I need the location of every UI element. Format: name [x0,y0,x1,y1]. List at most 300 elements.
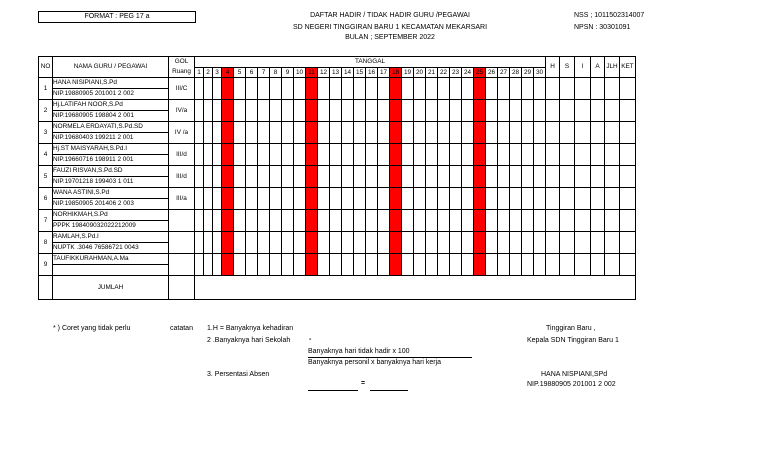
employee-gol: III/a [169,188,195,210]
day-header: 26 [486,68,498,78]
summary-cell [575,188,591,210]
summary-cell [575,210,591,232]
day-header: 18 [390,68,402,78]
attendance-cell [282,188,294,210]
attendance-cell [498,144,510,166]
attendance-cell [234,100,246,122]
attendance-cell [462,100,474,122]
attendance-cell [366,232,378,254]
sunday-cell [390,78,402,100]
attendance-cell [462,122,474,144]
attendance-cell [213,210,222,232]
day-header: 7 [258,68,270,78]
attendance-cell [204,100,213,122]
sunday-cell [474,254,486,276]
attendance-cell [246,166,258,188]
employee-name: NORHIKMAH,S.Pd [53,210,169,221]
attendance-cell [354,122,366,144]
summary-cell [546,232,560,254]
table-row [39,144,636,155]
employee-name: HANA NISIPIANI,S.Pd [53,78,169,89]
total-label: JUMLAH [53,276,169,300]
summary-cell [560,122,575,144]
format-label: FORMAT : PEG 17 a [84,13,150,20]
attendance-cell [534,210,546,232]
attendance-cell [366,100,378,122]
row-number: 1 [39,78,53,100]
attendance-cell [204,122,213,144]
attendance-cell [330,232,342,254]
table-row [39,100,636,111]
attendance-cell [414,210,426,232]
attendance-cell [213,78,222,100]
sunday-cell [222,144,234,166]
attendance-cell [510,232,522,254]
attendance-cell [450,100,462,122]
attendance-cell [294,254,306,276]
attendance-cell [270,210,282,232]
sunday-cell [474,78,486,100]
attendance-cell [270,100,282,122]
school-name: SD NEGERI TINGGIRAN BARU 1 KECAMATAN MEKARSARI [292,24,488,31]
summary-cell [546,188,560,210]
attendance-cell [195,232,204,254]
blank-line-right [370,390,408,391]
attendance-cell [414,188,426,210]
day-header: 28 [510,68,522,78]
attendance-cell [486,122,498,144]
attendance-cell [354,232,366,254]
sunday-cell [222,166,234,188]
attendance-cell [450,144,462,166]
attendance-cell [498,166,510,188]
summary-cell [620,78,636,100]
attendance-cell [354,188,366,210]
attendance-cell [342,188,354,210]
attendance-cell [354,78,366,100]
attendance-cell [510,100,522,122]
sunday-cell [306,254,318,276]
sunday-cell [306,100,318,122]
attendance-cell [270,232,282,254]
sunday-cell [222,210,234,232]
attendance-cell [402,210,414,232]
attendance-cell [414,232,426,254]
table-row [39,78,636,89]
day-header: 20 [414,68,426,78]
employee-nip [53,265,169,276]
attendance-cell [258,210,270,232]
summary-cell [591,232,605,254]
total-values-cell [195,276,636,300]
attendance-cell [366,210,378,232]
attendance-cell [204,232,213,254]
summary-cell [546,78,560,100]
attendance-cell [498,78,510,100]
attendance-cell [510,166,522,188]
header-row [39,57,636,68]
day-header: 16 [366,68,378,78]
total-row [39,276,636,300]
employee-nip: NIP.19850905 201406 2 003 [53,199,169,210]
attendance-cell [522,78,534,100]
attendance-cell [318,254,330,276]
summary-cell [560,188,575,210]
attendance-cell [294,188,306,210]
attendance-cell [234,78,246,100]
attendance-cell [234,122,246,144]
table-row [39,232,636,243]
attendance-cell [330,100,342,122]
table-row [39,122,636,133]
day-header: 1 [195,68,204,78]
employee-gol: III/C [169,78,195,100]
attendance-cell [318,144,330,166]
col-header-summary: H [546,57,560,78]
attendance-cell [318,78,330,100]
sunday-cell [390,122,402,144]
attendance-cell [258,188,270,210]
sunday-cell [306,188,318,210]
attendance-cell [318,232,330,254]
row-number: 9 [39,254,53,276]
attendance-cell [522,100,534,122]
row-number: 7 [39,210,53,232]
summary-cell [620,100,636,122]
nss-label: NSS ; 1011502314007 [574,12,645,19]
summary-cell [620,122,636,144]
attendance-cell [294,78,306,100]
day-header: 19 [402,68,414,78]
col-header-ruang: Ruang [169,68,195,78]
table-row [39,210,636,221]
attendance-cell [204,78,213,100]
attendance-cell [246,188,258,210]
attendance-cell [342,78,354,100]
attendance-cell [195,210,204,232]
attendance-cell [498,232,510,254]
attendance-cell [342,144,354,166]
blank-line-left [308,390,358,391]
attendance-cell [213,166,222,188]
attendance-cell [246,122,258,144]
sunday-cell [390,210,402,232]
attendance-cell [426,144,438,166]
attendance-cell [378,144,390,166]
employee-name: NORMELA ERDAYATI,S.Pd.SD [53,122,169,133]
attendance-cell [282,232,294,254]
day-header: 11 [306,68,318,78]
attendance-cell [510,144,522,166]
attendance-cell [195,78,204,100]
attendance-cell [462,210,474,232]
attendance-cell [204,144,213,166]
total-gol-cell [169,276,195,300]
attendance-cell [318,100,330,122]
catatan-label: catatan [170,325,193,332]
attendance-cell [258,232,270,254]
attendance-cell [258,100,270,122]
note-persentasi-absen: 3. Persentasi Absen [207,371,270,378]
attendance-cell [522,166,534,188]
attendance-cell [294,210,306,232]
employee-name: WANA ASTINI,S.Pd [53,188,169,199]
sunday-cell [306,122,318,144]
attendance-cell [270,78,282,100]
employee-name: RAMLAH,S.Pd.I [53,232,169,243]
attendance-cell [438,188,450,210]
employee-nip: NIP.19680403 199211 2 001 [53,133,169,144]
attendance-cell [402,100,414,122]
sunday-cell [474,122,486,144]
attendance-cell [486,210,498,232]
attendance-cell [246,210,258,232]
sunday-cell [222,188,234,210]
attendance-cell [450,122,462,144]
attendance-cell [330,144,342,166]
employee-name: TAUFIKKURAHMAN,A.Ma [53,254,169,265]
attendance-cell [438,232,450,254]
sunday-cell [474,188,486,210]
day-header: 4 [222,68,234,78]
day-header: 27 [498,68,510,78]
sunday-cell [222,78,234,100]
attendance-cell [378,166,390,188]
day-header: 23 [450,68,462,78]
summary-cell [575,78,591,100]
employee-nip: NIP.19701218 199403 1 011 [53,177,169,188]
employee-nip: NIP.19660716 198911 2 001 [53,155,169,166]
attendance-cell [204,254,213,276]
summary-cell [546,166,560,188]
attendance-cell [258,166,270,188]
summary-cell [620,188,636,210]
format-label-box [38,11,196,23]
day-header: 14 [342,68,354,78]
attendance-cell [522,210,534,232]
attendance-cell [498,254,510,276]
col-header-tanggal: TANGGAL [195,57,546,68]
sunday-cell [390,232,402,254]
attendance-cell [414,100,426,122]
employee-gol [169,232,195,254]
employee-gol: III/d [169,166,195,188]
summary-cell [620,254,636,276]
summary-cell [620,144,636,166]
attendance-cell [258,122,270,144]
summary-cell [546,210,560,232]
attendance-cell [498,188,510,210]
attendance-cell [402,78,414,100]
summary-cell [591,144,605,166]
attendance-cell [378,232,390,254]
attendance-cell [462,144,474,166]
employee-gol [169,210,195,232]
summary-cell [591,78,605,100]
col-header-gol: GOL [169,57,195,68]
attendance-cell [522,122,534,144]
signature-name: HANA NISPIANI,SPd [541,371,608,378]
summary-cell [546,122,560,144]
attendance-cell [294,122,306,144]
summary-cell [546,254,560,276]
attendance-cell [330,254,342,276]
sunday-cell [390,188,402,210]
row-number: 5 [39,166,53,188]
employee-gol [169,254,195,276]
attendance-cell [234,144,246,166]
attendance-cell [402,144,414,166]
attendance-cell [234,232,246,254]
attendance-cell [438,78,450,100]
attendance-cell [534,100,546,122]
summary-cell [591,254,605,276]
sunday-cell [222,232,234,254]
attendance-cell [234,210,246,232]
attendance-cell [534,254,546,276]
summary-cell [591,166,605,188]
attendance-cell [450,232,462,254]
summary-cell [591,210,605,232]
attendance-cell [282,166,294,188]
attendance-cell [294,166,306,188]
col-header-no: NO [39,57,53,78]
attendance-cell [510,210,522,232]
day-header: 6 [246,68,258,78]
attendance-cell [294,232,306,254]
attendance-cell [330,78,342,100]
employee-name: Hj.LATIFAH NOOR,S.Pd [53,100,169,111]
day-header: 9 [282,68,294,78]
attendance-cell [498,100,510,122]
row-number: 4 [39,144,53,166]
row-number: 2 [39,100,53,122]
attendance-cell [270,166,282,188]
attendance-cell [246,232,258,254]
attendance-cell [342,254,354,276]
attendance-cell [294,100,306,122]
attendance-cell [294,144,306,166]
summary-cell [620,166,636,188]
sunday-cell [306,210,318,232]
col-header-summary: I [575,57,591,78]
attendance-cell [438,166,450,188]
attendance-cell [510,188,522,210]
attendance-cell [354,166,366,188]
formula-numerator: Banyaknya hari tidak hadir x 100 [308,348,410,355]
attendance-cell [522,188,534,210]
day-header: 10 [294,68,306,78]
attendance-cell [270,254,282,276]
summary-cell [605,210,620,232]
attendance-cell [246,144,258,166]
attendance-cell [462,78,474,100]
attendance-cell [462,254,474,276]
sunday-cell [474,210,486,232]
attendance-cell [342,166,354,188]
attendance-cell [510,254,522,276]
attendance-cell [378,122,390,144]
coret-note: * ) Coret yang tidak perlu [53,325,131,332]
sunday-cell [306,78,318,100]
summary-cell [605,254,620,276]
formula-denominator: Banyaknya personil x banyaknya hari kerja [308,359,442,366]
summary-cell [560,254,575,276]
note-hari-sekolah: 2 .Banyaknya hari Sekolah [207,337,291,344]
month-label: BULAN ; SEPTEMBER 2022 [345,34,435,41]
summary-cell [575,144,591,166]
table-row [39,188,636,199]
attendance-cell [234,166,246,188]
attendance-cell [270,188,282,210]
day-header: 22 [438,68,450,78]
attendance-cell [378,254,390,276]
sunday-cell [474,100,486,122]
attendance-cell [450,78,462,100]
day-header: 12 [318,68,330,78]
employee-nip: NIP.19680905 198804 2 001 [53,111,169,122]
attendance-cell [438,254,450,276]
employee-gol: III/d [169,144,195,166]
attendance-cell [462,232,474,254]
sunday-cell [390,100,402,122]
summary-cell [591,188,605,210]
sunday-cell [474,144,486,166]
npsn-label: NPSN : 30301091 [574,24,631,31]
summary-cell [560,100,575,122]
day-header: 24 [462,68,474,78]
attendance-cell [213,122,222,144]
attendance-cell [213,232,222,254]
employee-gol: IV/a [169,100,195,122]
summary-cell [575,166,591,188]
table-row [39,254,636,265]
attendance-cell [258,78,270,100]
attendance-cell [414,144,426,166]
attendance-cell [498,122,510,144]
col-header-name: NAMA GURU / PEGAWAI [53,57,169,78]
sunday-cell [306,166,318,188]
sunday-cell [222,254,234,276]
attendance-cell [486,232,498,254]
attendance-cell [378,78,390,100]
summary-cell [575,100,591,122]
attendance-cell [258,254,270,276]
col-header-summary: JLH [605,57,620,78]
attendance-cell [342,122,354,144]
attendance-cell [354,100,366,122]
attendance-cell [195,122,204,144]
attendance-cell [318,210,330,232]
total-no-cell [39,276,53,300]
attendance-cell [438,144,450,166]
col-header-summary: S [560,57,575,78]
attendance-cell [462,166,474,188]
day-header: 3 [213,68,222,78]
attendance-cell [498,210,510,232]
attendance-cell [426,254,438,276]
attendance-cell [522,144,534,166]
summary-cell [620,232,636,254]
employee-nip: PPPK 198409032022212009 [53,221,169,232]
attendance-cell [414,254,426,276]
signature-place: Tinggiran Baru , [546,325,596,332]
sunday-cell [390,166,402,188]
attendance-cell [204,210,213,232]
equals-sign: = [361,380,366,387]
day-header: 17 [378,68,390,78]
employee-nip: NIP.19880905 201001 2 002 [53,89,169,100]
